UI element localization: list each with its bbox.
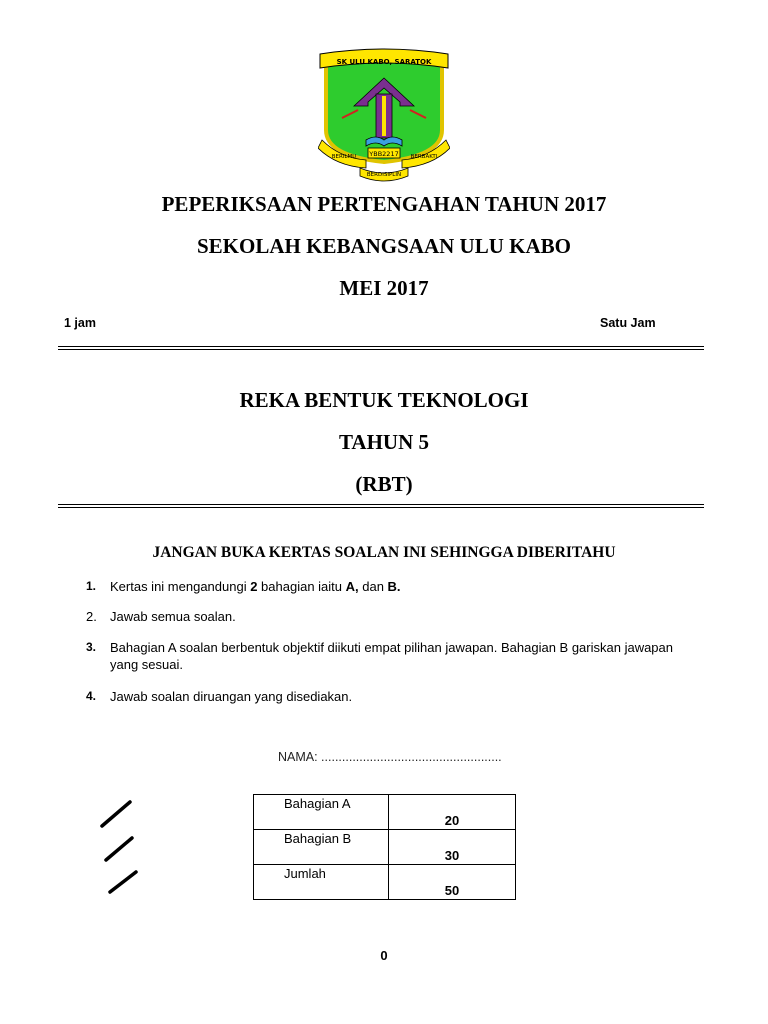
instruction-item-3 xyxy=(86,639,676,673)
subject-code: (RBT) xyxy=(355,472,413,496)
logo-motto-right: BERBAKTI xyxy=(410,154,438,160)
score-label: Bahagian A xyxy=(254,795,389,830)
subject-name: REKA BENTUK TEKNOLOGI xyxy=(239,388,529,412)
instruction-number: 1. xyxy=(86,579,97,593)
instruction-item-4 xyxy=(86,688,686,705)
instruction-text: Jawab soalan diruangan yang disediakan. xyxy=(110,689,353,704)
logo-banner-text: SK ULU KABO, SARATOK xyxy=(336,58,432,66)
duration-short: 1 jam xyxy=(64,316,96,330)
logo-code-text: YBB2217 xyxy=(369,150,399,158)
instruction-text: Kertas ini mengandungi 2 bahagian iaitu A, dan B. xyxy=(110,579,401,594)
school-name: SEKOLAH KEBANGSAAN ULU KABO xyxy=(197,234,571,258)
header-divider xyxy=(58,346,704,350)
subject-divider xyxy=(58,504,704,508)
instruction-number: 3. xyxy=(86,640,97,654)
score-value: 30 xyxy=(389,830,516,865)
exam-date: MEI 2017 xyxy=(339,276,429,300)
subject-year: TAHUN 5 xyxy=(338,430,430,454)
logo-motto-left: BERILMU xyxy=(331,154,357,160)
score-value: 50 xyxy=(389,865,516,900)
instruction-number: 2. xyxy=(86,609,97,624)
table-row xyxy=(254,830,516,865)
score-value: 20 xyxy=(389,795,516,830)
instruction-text: Bahagian A soalan berbentuk objektif diikuti empat pilihan jawapan. Bahagian B gariskan jawapan yang sesuai. xyxy=(110,640,673,672)
logo-motto-center: BERDISIPLIN xyxy=(366,172,402,178)
school-logo-crest xyxy=(318,44,450,186)
instruction-item-1 xyxy=(86,578,686,595)
exam-title: PEPERIKSAAN PERTENGAHAN TAHUN 2017 xyxy=(161,192,607,216)
score-label: Jumlah xyxy=(254,865,389,900)
page-number: 0 xyxy=(380,948,388,963)
score-table xyxy=(253,794,516,900)
warning-text: JANGAN BUKA KERTAS SOALAN INI SEHINGGA DIBERITAHU xyxy=(152,544,616,561)
handwritten-slash-marks xyxy=(96,798,146,898)
instruction-text: Jawab semua soalan. xyxy=(110,609,236,624)
instruction-number: 4. xyxy=(86,689,97,703)
duration-long: Satu Jam xyxy=(600,316,656,330)
table-row xyxy=(254,865,516,900)
table-row xyxy=(254,795,516,830)
instruction-item-2 xyxy=(86,608,686,625)
student-name-field[interactable]: NAMA: .................................................... xyxy=(278,750,502,764)
score-label: Bahagian B xyxy=(254,830,389,865)
